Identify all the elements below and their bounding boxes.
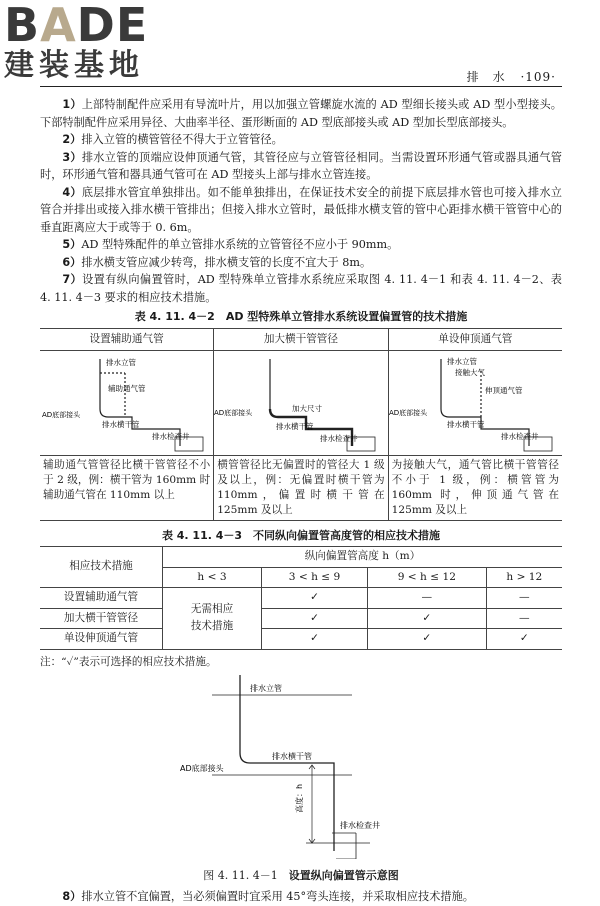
table2-range-3: h > 12 <box>486 567 562 588</box>
page-content <box>40 96 562 906</box>
running-header <box>467 68 556 85</box>
d3-main-label: 排水横干管 <box>446 419 485 429</box>
d2-joint-label: AD底部接头 <box>214 408 253 417</box>
fig-well-label: 排水检查井 <box>340 821 380 830</box>
d2-main-label: 排水横干管 <box>276 421 314 431</box>
d1-stack-label: 排水立管 <box>106 357 136 367</box>
diagram-enlarge-main <box>214 350 388 455</box>
table-4-11-4-3 <box>40 546 562 650</box>
fig-stack-label: 排水立管 <box>250 684 282 693</box>
logo-subtitle: 建装基地 <box>4 48 144 83</box>
table1-text-enlarge-main: 横管管径比无偏置时的管径大 1 级及以上，例：无偏置时横干管为 110mm，偏置时横干管在 125mm 及以上 <box>214 455 388 520</box>
page-number: ·109· <box>520 70 556 84</box>
table2-range-1: 3 < h ≤ 9 <box>262 567 368 588</box>
figure-4-11-4-1 <box>40 673 562 884</box>
table2-merged-cell: 无需相应技术措施 <box>163 588 262 650</box>
diagram-top-vent <box>388 350 562 455</box>
fig-main-label: 排水横干管 <box>272 752 312 761</box>
table1-header-aux-vent: 设置辅助通气管 <box>40 328 214 350</box>
table1-text-aux-vent: 辅助通气管管径比横干管管径不小于 2 级，例：横干管为 160mm 时辅助通气管在 110mm 以上 <box>40 455 214 520</box>
table2-col0-header: 相应技术措施 <box>40 547 163 588</box>
paragraph-2: 2）排入立管的横管管径不得大于立管管径。 <box>62 133 283 146</box>
d2-well-label: 排水检查井 <box>320 433 358 443</box>
table-4-11-4-3-caption: 表 4. 11. 4－3 不同纵向偏置管高度管的相应技术措施 <box>161 528 441 542</box>
d1-well-label: 排水检查井 <box>152 431 190 441</box>
table1-header-enlarge-main: 加大横干管管径 <box>214 328 388 350</box>
table-row: 设置辅助通气管 无需相应技术措施 ✓ — — <box>40 588 562 609</box>
table-row: 单设伸顶通气管 ✓ ✓ ✓ <box>40 629 562 650</box>
d3-stack-label: 排水立管 <box>446 356 477 366</box>
paragraph-5: 5）AD 型特殊配件的单立管排水系统的立管管径不应小于 90mm。 <box>62 238 399 251</box>
fig-joint-label: AD底部接头 <box>180 764 224 773</box>
paragraph-6: 6）排水横支管应减少转弯，排水横支管的长度不宜大于 8m。 <box>62 255 372 269</box>
table2-note: 注：“✓”表示可选择的相应技术措施。 <box>40 655 217 668</box>
section-title: 排 水 <box>466 70 506 84</box>
table-row: 加大横干管管径 ✓ ✓ — <box>40 608 562 629</box>
header-rule <box>40 86 562 87</box>
figure-caption: 图 4. 11. 4－1 设置纵向偏置管示意图 <box>203 868 399 882</box>
d1-joint-label: AD底部接头 <box>42 410 81 419</box>
paragraph-4: 4）底层排水管宜单独排出。如不能单独排出，在保证技术安全的前提下底层排水管也可接入排水立管合并排出或接入排水横干管排出；但接入排水立管时，最低排水横支管的管中心距排水横干管管中心的垂直距离应大于或等于 0. 6m。 <box>40 185 562 234</box>
paragraph-1: 1）上部特制配件应采用有导流叶片，用以加强立管螺旋水流的 AD 型细长接头或 AD 型小型接头。下部特制配件应采用异径、大曲率半径、蛋形断面的 AD 型底部接头或 AD 型加长型底部接头。 <box>40 98 562 129</box>
diagram-aux-vent <box>40 350 214 455</box>
d3-well-label: 排水检查井 <box>500 431 539 441</box>
d3-joint-label: AD底部接头 <box>388 408 427 417</box>
table2-range-2: 9 < h ≤ 12 <box>368 567 487 588</box>
paragraph-7: 7）设置有纵向偏置管时，AD 型特殊单立管排水系统应采取图 4. 11. 4－1 和表 4. 11. 4－2、表 4. 11. 4－3 要求的相应技术措施。 <box>40 273 562 304</box>
table-4-11-4-2-caption: 表 4. 11. 4－2 AD 型特殊单立管排水系统设置偏置管的技术措施 <box>134 310 468 323</box>
table1-header-top-vent: 单设伸顶通气管 <box>388 328 562 350</box>
fig-height-label: 高度：h <box>295 783 304 813</box>
d3-vent-label: 伸顶通气管 <box>484 385 523 395</box>
table2-range-0: h < 3 <box>163 567 262 588</box>
paragraph-3: 3）排水立管的顶端应设伸顶通气管，其管径应与立管管径相同。当需设置环形通气管或器具通气管时，环形通气管和器具通气管可在 AD 型接头上部与排水立管连接。 <box>40 150 562 181</box>
paragraph-8: 8）排水立管不宜偏置，当必须偏置时宜采用 45°弯头连接，并采取相应技术措施。 <box>62 890 474 903</box>
d1-vent-label: 辅助通气管 <box>108 383 146 393</box>
logo-wordmark: BADE <box>4 0 149 52</box>
d3-air-label: 接触大气 <box>454 367 485 377</box>
table-4-11-4-2 <box>40 328 562 521</box>
bade-logo <box>4 2 176 82</box>
d2-size-label: 加大尺寸 <box>292 403 323 413</box>
d1-main-label: 排水横干管 <box>102 419 140 429</box>
table2-group-header: 纵向偏置管高度 h（m） <box>163 547 563 568</box>
table1-text-top-vent: 为接触大气，通气管比横干管管径不小于 1 级，例：横管管为 160mm 时，伸顶通气管在 125mm 及以上 <box>388 455 562 520</box>
